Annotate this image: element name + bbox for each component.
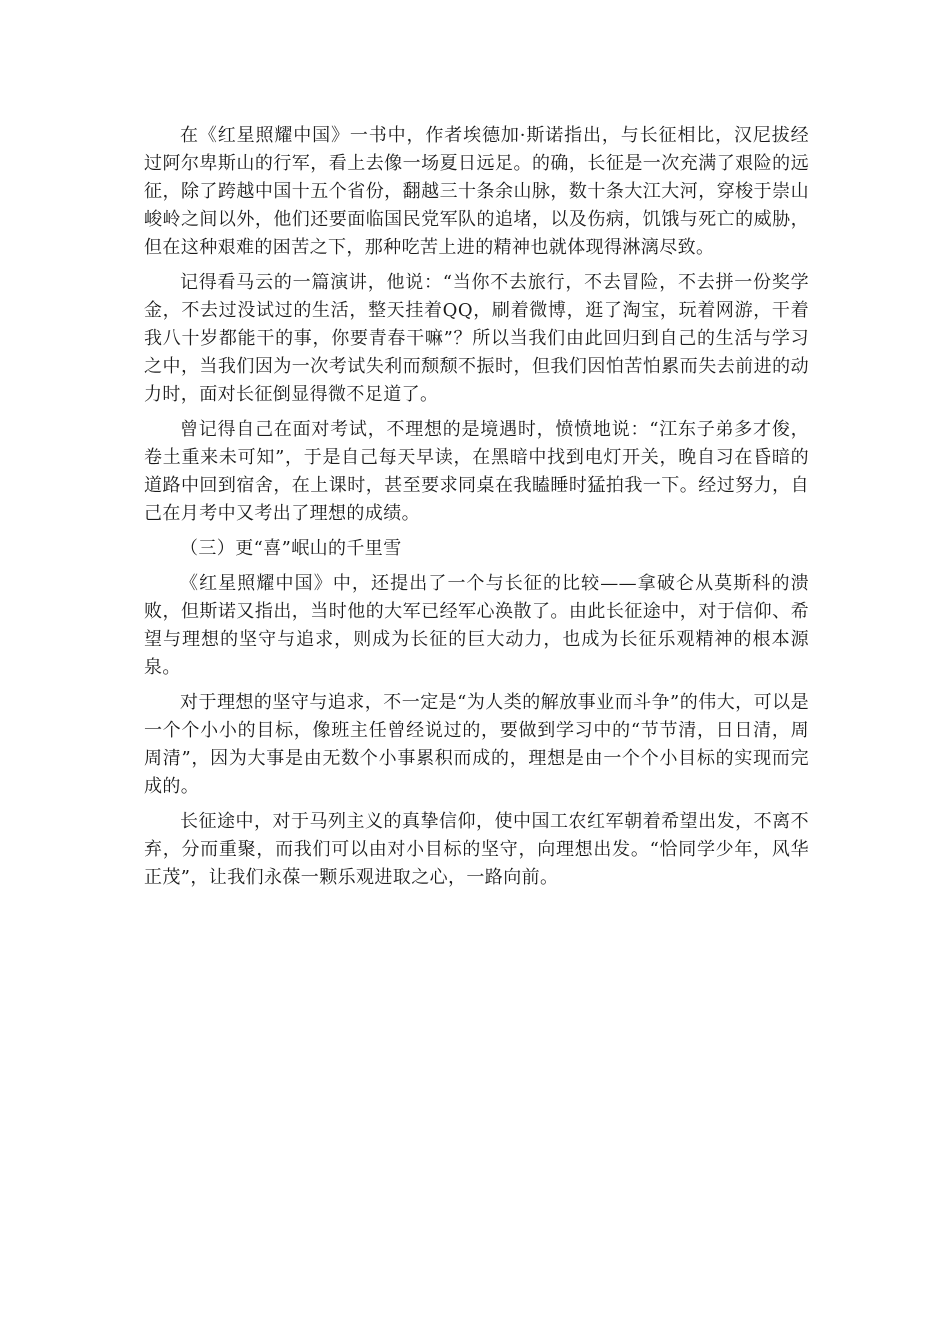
paragraph-conclusion: 长征途中，对于马列主义的真挚信仰，使中国工农红军朝着希望出发，不离不弃，分而重聚，而我们可以由对小目标的坚守，向理想出发。“恰同学少年，风华正茂”，让我们永葆一颗乐观进取之心，一路向前。 <box>144 811 809 888</box>
paragraph-hannibal-comparison: 在《红星照耀中国》一书中，作者埃德加·斯诺指出，与长征相比，汉尼拔经过阿尔卑斯山的行军，看上去像一场夏日远足。的确，长征是一次充满了艰险的远征，除了跨越中国十五个省份，翻越三十条余山脉，数十条大江大河，穿梭于崇山峻岭之间以外，他们还要面临国民党军队的追堵，以及伤病，饥饿与死亡的威胁，但在这种艰难的困苦之下，那种吃苦上进的精神也就体现得淋漓尽致。 <box>144 125 809 258</box>
paragraph-jack-ma-speech: 记得看马云的一篇演讲，他说：“当你不去旅行，不去冒险，不去拼一份奖学金，不去过没试过的生活，整天挂着QQ，刷着微博，逛了淘宝，玩着网游，干着我八十岁都能干的事，你要青春干嘛”？所以当我们由此回归到自己的生活与学习之中，当我们因为一次考试失利而颓颓不振时，但我们因怕苦怕累而失去前进的动力时，面对长征倒显得微不足道了。 <box>144 272 809 405</box>
paragraph-exam-experience: 曾记得自己在面对考试，不理想的是境遇时，愤愤地说：“江东子弟多才俊，卷土重来未可知”，于是自己每天早读，在黑暗中找到电灯开关，晚自习在昏暗的道路中回到宿舍，在上课时，甚至要求同桌在我瞌睡时猛拍我一下。经过努力，自己在月考中又考出了理想的成绩。 <box>144 419 809 524</box>
paragraph-napoleon-comparison: 《红星照耀中国》中，还提出了一个与长征的比较——拿破仑从莫斯科的溃败，但斯诺又指出，当时他的大军已经军心涣散了。由此长征途中，对于信仰、希望与理想的坚守与追求，则成为长征的巨大动力，也成为长征乐观精神的根本源泉。 <box>144 573 809 678</box>
section-heading: （三）更“喜”岷山的千里雪 <box>180 538 402 559</box>
document-body <box>144 122 809 899</box>
paragraph-ideals-goals: 对于理想的坚守与追求，不一定是“为人类的解放事业而斗争”的伟大，可以是一个个小小的目标，像班主任曾经说过的，要做到学习中的“节节清，日日清，周周清”，因为大事是由无数个小事累积而成的，理想是由一个个小目标的实现而完成的。 <box>144 692 809 797</box>
